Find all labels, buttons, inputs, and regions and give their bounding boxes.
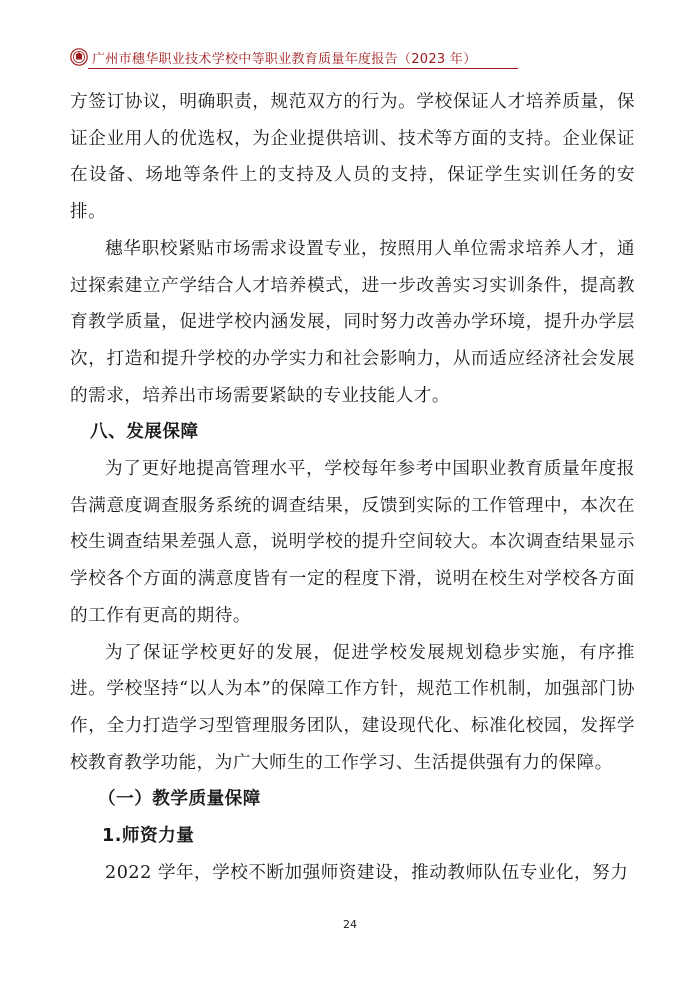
page-header (70, 46, 630, 72)
school-emblem-icon (70, 48, 88, 66)
paragraph-management-survey: 为了更好地提高管理水平，学校每年参考中国职业教育质量年度报告满意度调查服务系统的调查结果，反馈到实际的工作管理中，本次在校生调查结果差强人意，说明学校的提升空间较大。本次调查结果显示学校各个方面的满意度皆有一定的程度下滑，说明在校生对学校各方面的工作有更高的期待。 (70, 459, 635, 626)
report-title: 广州市穗华职业技术学校中等职业教育质量年度报告（2023 年） (92, 52, 477, 67)
header-divider (88, 68, 518, 69)
subsection-heading: （一）教学质量保障 (98, 789, 261, 810)
paragraph-teacher-staff: 2022 学年，学校不断加强师资建设，推动教师队伍专业化，努力 (105, 862, 629, 883)
paragraph-continued: 方签订协议，明确职责，规范双方的行为。学校保证人才培养质量，保证企业用人的优选权，为企业提供培训、技术等方面的支持。企业保证在设备、场地等条件上的支持及人员的支持，保证学生实训任务的安排。 (70, 92, 635, 223)
paragraph-specialty-setting: 穗华职校紧贴市场需求设置专业，按照用人单位需求培养人才，通过探索建立产学结合人才培养模式，进一步改善实习实训条件，提高教育教学质量，促进学校内涵发展，同时努力改善办学环境，提升办学层次，打造和提升学校的办学实力和社会影响力，从而适应经济社会发展的需求，培养出市场需要紧缺的专业技能人才。 (70, 238, 635, 406)
page-content (70, 84, 635, 891)
section-heading: 八、发展保障 (90, 422, 199, 443)
item-heading: 1.师资力量 (102, 826, 195, 847)
page-number: 24 (343, 918, 357, 931)
paragraph-development-guarantee: 为了保证学校更好的发展，促进学校发展规划稳步实施，有序推进。学校坚持“以人为本”的保障工作方针，规范工作机制，加强部门协作，全力打造学习型管理服务团队，建设现代化、标准化校园，发挥学校教育教学功能，为广大师生的工作学习、生活提供强有力的保障。 (70, 642, 635, 773)
